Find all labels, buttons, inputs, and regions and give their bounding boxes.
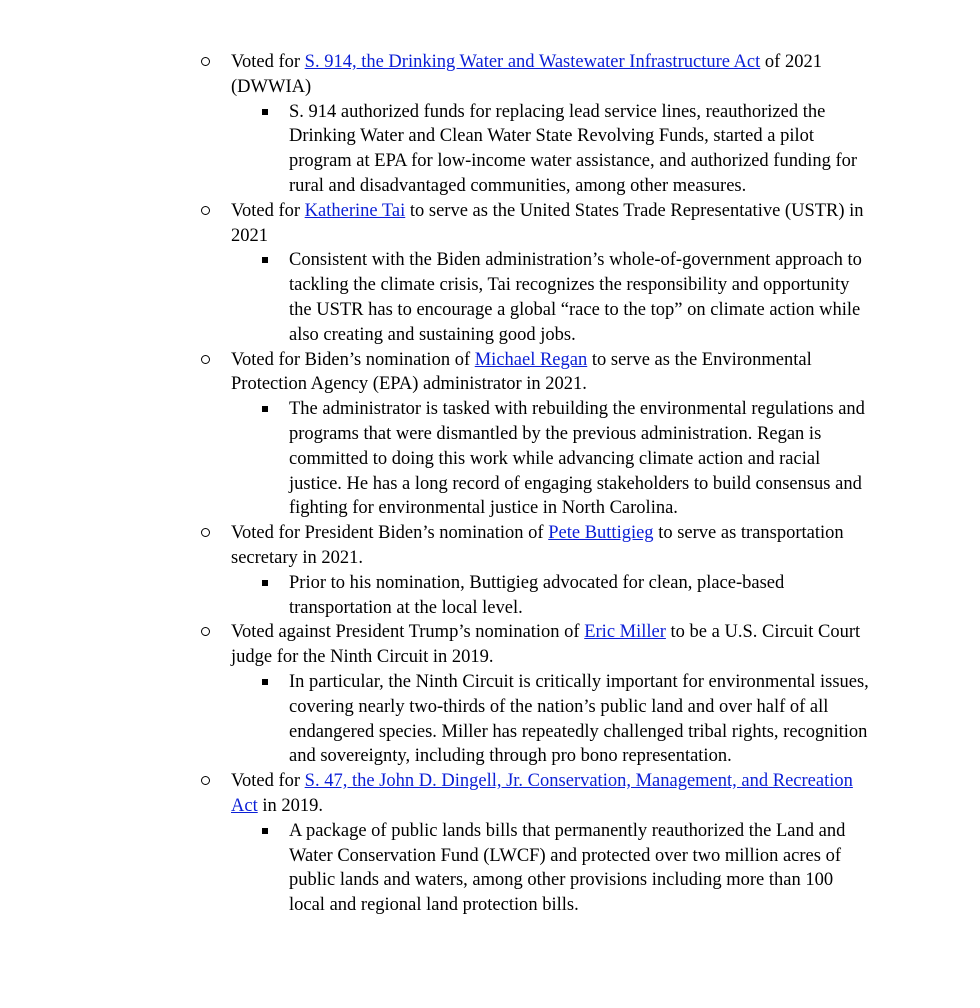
sub-item-text: Prior to his nomination, Buttigieg advocated for clean, place-based transportation at the local level. (289, 572, 785, 618)
item-text: Voted for Biden’s nomination of Michael Regan to serve as the Environmental Protection Agency (EPA) administrator in 2021. (231, 349, 812, 395)
square-bullet-icon (262, 828, 268, 834)
sub-list (231, 100, 872, 199)
sub-item-text: S. 914 authorized funds for replacing lead service lines, reauthorized the Drinking Water and Clean Water State Revolving Funds, started a pilot program at EPA for low-income water assistance, and authorized funding for rural and disadvantaged communities, among other measures. (289, 101, 858, 196)
hollow-circle-bullet-icon (201, 206, 210, 215)
list-item (0, 199, 980, 348)
list-item (0, 620, 980, 769)
item-text: Voted for S. 914, the Drinking Water and Wastewater Infrastructure Act of 2021 (DWWIA) (231, 52, 822, 97)
hollow-circle-bullet-icon (201, 627, 210, 636)
hollow-circle-bullet-icon (201, 776, 210, 785)
document-body (0, 50, 980, 918)
sub-list-item (289, 100, 872, 199)
sub-list (231, 571, 872, 621)
list-item (0, 348, 980, 522)
square-bullet-icon (262, 109, 268, 115)
hollow-circle-bullet-icon (201, 528, 210, 537)
eric-miller-link[interactable]: Eric Miller (584, 622, 666, 643)
square-bullet-icon (262, 406, 268, 412)
list-item (0, 521, 980, 620)
sub-item-text: In particular, the Ninth Circuit is critically important for environmental issues, covering nearly two-thirds of the nation’s public land and over half of all endangered species. Miller has repeatedly challenged tribal rights, recognition and sovereignty, including through pro bono representation. (289, 671, 869, 767)
sub-list-item (289, 571, 872, 621)
square-bullet-icon (262, 257, 268, 263)
square-bullet-icon (262, 580, 268, 586)
hollow-circle-bullet-icon (201, 57, 210, 66)
vote-list (0, 50, 980, 918)
sub-list-item (289, 397, 872, 521)
sub-list (231, 670, 872, 769)
sub-list-item (289, 670, 872, 769)
sub-item-text: A package of public lands bills that permanently reauthorized the Land and Water Conservation Fund (LWCF) and protected over two million acres of public lands and waters, among other provisions including more than 100 local and regional land protection bills. (289, 820, 846, 916)
sub-list (231, 248, 872, 347)
sub-list-item (289, 248, 872, 347)
item-text: Voted for Katherine Tai to serve as the United States Trade Representative (USTR) in 2021 (231, 200, 864, 246)
square-bullet-icon (262, 679, 268, 685)
list-item (0, 769, 980, 918)
katherine-tai-link[interactable]: Katherine Tai (304, 200, 406, 221)
s914-link[interactable]: S. 914, the Drinking Water and Wastewater Infrastructure Act (304, 52, 761, 72)
michael-regan-link[interactable]: Michael Regan (474, 349, 588, 370)
sub-item-text: Consistent with the Biden administration’s whole-of-government approach to tackling the climate crisis, Tai recognizes the responsibility and opportunity the USTR has to encourage a global “race to the top” on climate action while also creating and sustaining good jobs. (289, 250, 862, 345)
hollow-circle-bullet-icon (201, 355, 210, 364)
sub-list (231, 397, 872, 521)
pete-buttigieg-link[interactable]: Pete Buttigieg (548, 523, 654, 544)
sub-list (231, 819, 872, 918)
s47-link[interactable]: S. 47, the John D. Dingell, Jr. Conservation, Management, and Recreation Act (231, 771, 853, 816)
item-text: Voted against President Trump’s nomination of Eric Miller to be a U.S. Circuit Court judge for the Ninth Circuit in 2019. (231, 622, 861, 668)
sub-item-text: The administrator is tasked with rebuilding the environmental regulations and programs that were dismantled by the previous administration. Regan is committed to doing this work while advancing climate action and racial justice. He has a long record of engaging stakeholders to build consensus and fighting for environmental justice in North Carolina. (289, 399, 865, 519)
list-item (0, 50, 980, 199)
sub-list-item (289, 819, 872, 918)
item-text: Voted for President Biden’s nomination of Pete Buttigieg to serve as transportation secretary in 2021. (231, 523, 844, 568)
item-text: Voted for S. 47, the John D. Dingell, Jr. Conservation, Management, and Recreation Act in 2019. (231, 771, 853, 816)
